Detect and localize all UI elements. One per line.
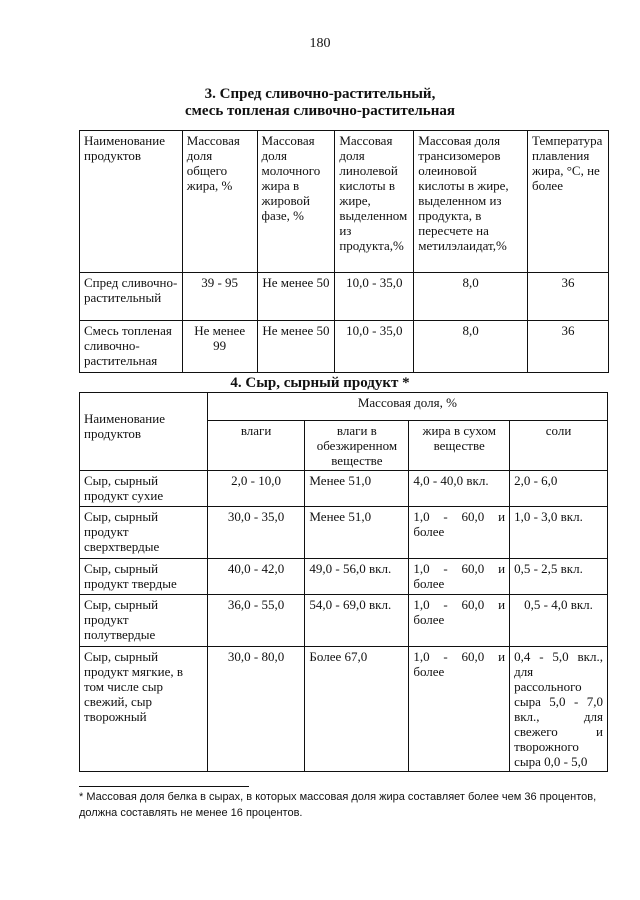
footnote: * Массовая доля белка в сырах, в которых массовая доля жира составляет более чем 36 процентов, должна составлять не менее 16 процентов. [79,791,597,819]
table-row [80,507,608,559]
table-row [80,321,609,373]
table-cell: 4,0 - 40,0 вкл. [409,471,510,507]
table-cell: 1,0 - 60,0 и более [409,507,510,559]
table-cell: Не менее 50 [257,273,335,321]
table-row [80,471,608,507]
table-cell: 1,0 - 60,0 и более [409,559,510,595]
table-cell: 10,0 - 35,0 [335,273,414,321]
table-cell: 1,0 - 3,0 вкл. [510,507,608,559]
table-cell: 1,0 - 60,0 и более [409,647,510,772]
product-name-cell: Сыр, сырный продукт сверхтвердые [80,507,208,559]
header-cell: Массовая доля трансизомеров олеиновой кислоты в жире, выделенном из продукта, в пересчете на метилэлаидат,% [414,131,528,273]
section3-title-line2: смесь топленая сливочно-растительная [184,103,455,119]
table-row [80,647,608,772]
section3-title-line1: 3. Спред сливочно-растительный, [204,86,436,102]
product-name-cell: Смесь топленая сливочно-растительная [80,321,183,373]
subheader-cell: жира в сухом веществе [409,421,510,471]
table-cell: 30,0 - 80,0 [207,647,305,772]
table-cell: Не менее 99 [182,321,257,373]
table-cell: Менее 51,0 [305,507,409,559]
cheese-table-group-header-row [80,393,608,421]
table-cell: 8,0 [414,321,528,373]
spread-table-header-row [80,131,609,273]
page-number: 180 [309,36,331,51]
table-cell: 10,0 - 35,0 [335,321,414,373]
table-cell: 2,0 - 6,0 [510,471,608,507]
header-cell: Наименование продуктов [80,393,208,471]
table-row [80,595,608,647]
header-cell: Массовая доля линолевой кислоты в жире, выделенном из продукта,% [335,131,414,273]
spread-table [79,130,609,373]
table-cell: 39 - 95 [182,273,257,321]
header-cell: Температура плавления жира, °С, не более [528,131,609,273]
table-cell: 36 [528,273,609,321]
table-cell: Не менее 50 [257,321,335,373]
subheader-cell: влаги [207,421,305,471]
product-name-cell: Сыр, сырный продукт мягкие, в том числе сыр свежий, сыр творожный [80,647,208,772]
table-cell: 36,0 - 55,0 [207,595,305,647]
table-cell: 40,0 - 42,0 [207,559,305,595]
product-name-cell: Сыр, сырный продукт твердые [80,559,208,595]
subheader-cell: влаги в обезжиренном веществе [305,421,409,471]
table-cell: Менее 51,0 [305,471,409,507]
table-cell: 8,0 [414,273,528,321]
table-cell: 0,5 - 2,5 вкл. [510,559,608,595]
table-cell: 1,0 - 60,0 и более [409,595,510,647]
product-name-cell: Сыр, сырный продукт сухие [80,471,208,507]
table-cell: 36 [528,321,609,373]
product-name-cell: Спред сливочно-растительный [80,273,183,321]
table-cell: 49,0 - 56,0 вкл. [305,559,409,595]
table-cell: 30,0 - 35,0 [207,507,305,559]
section3-title [0,86,640,120]
table-cell: Более 67,0 [305,647,409,772]
table-cell: 0,5 - 4,0 вкл. [510,595,608,647]
header-cell: Наименование продуктов [80,131,183,273]
section4-title: 4. Сыр, сырный продукт * [230,375,410,391]
footnote-divider [79,786,249,787]
product-name-cell: Сыр, сырный продукт полутвердые [80,595,208,647]
table-row [80,273,609,321]
table-row [80,559,608,595]
table-cell: 54,0 - 69,0 вкл. [305,595,409,647]
header-cell: Массовая доля молочного жира в жировой фазе, % [257,131,335,273]
header-cell: Массовая доля общего жира, % [182,131,257,273]
cheese-table [79,392,608,772]
table-cell: 2,0 - 10,0 [207,471,305,507]
subheader-cell: соли [510,421,608,471]
group-header-cell: Массовая доля, % [207,393,607,421]
table-cell: 0,4 - 5,0 вкл., для рассольного сыра 5,0 - 7,0 вкл., для свежего и творожного сыра 0,0 - 5,0 [510,647,608,772]
